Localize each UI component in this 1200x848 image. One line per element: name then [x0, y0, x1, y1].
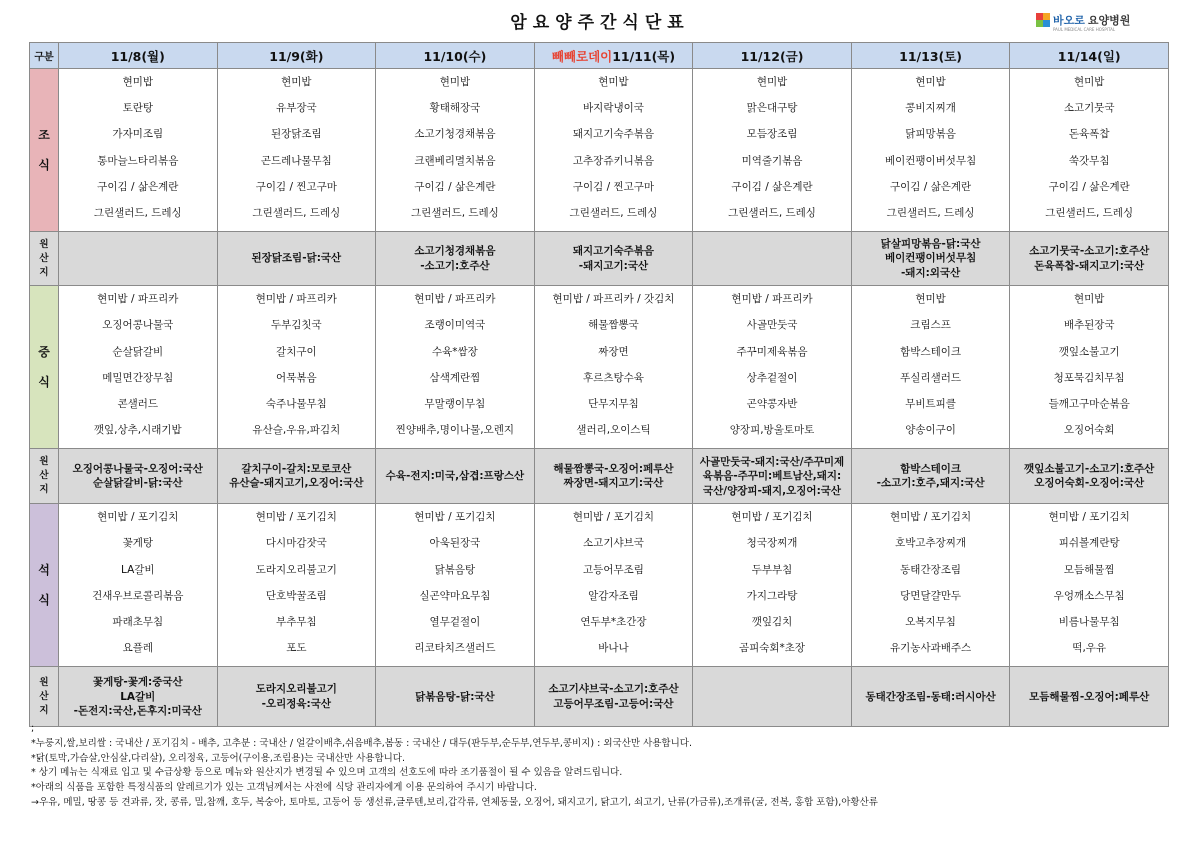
menu-item: 조랭이미역국: [424, 319, 486, 332]
meal-label-char: 식: [38, 593, 50, 608]
origin-cell: [376, 667, 535, 727]
origin-line: 베이컨팽이버섯무침: [884, 252, 977, 265]
meal-label-char: 식: [38, 158, 50, 173]
origin-cell: [693, 232, 852, 286]
menu-item: 구이김 / 삶은계란: [889, 180, 972, 193]
dinner-day-cell: [217, 504, 376, 667]
meal-label-char: 석: [38, 563, 50, 578]
lunch-day-cell: [1010, 286, 1169, 449]
menu-item: 양송이구이: [905, 424, 956, 437]
menu-item: 찐양배추,명이나물,오렌지: [395, 424, 515, 437]
origin-line: -돼지고기:국산: [578, 259, 649, 272]
origin-line: 소고기샤브국-소고기:호주산: [548, 683, 679, 696]
menu-item: 호박고추장찌개: [895, 537, 967, 550]
origin-label: [30, 667, 59, 727]
day-header: 11/8(월): [59, 43, 218, 69]
menu-item: 푸실리샐러드: [900, 371, 962, 384]
menu-item: 바나나: [598, 642, 629, 655]
weekly-menu-table: [29, 42, 1169, 727]
origin-label: [30, 232, 59, 286]
origin-cell: [851, 232, 1010, 286]
origin-line: -소고기:호주,돼지:국산: [876, 477, 985, 490]
menu-item: 주꾸미제육볶음: [736, 345, 808, 358]
origin-label-char: 산: [39, 690, 49, 702]
menu-item: 떡,우유: [1072, 642, 1107, 655]
origin-line: 유산슬-돼지고기,오징어:국산: [229, 477, 364, 490]
menu-item: 함박스테이크: [900, 345, 962, 358]
menu-item: 곤약콩자반: [746, 397, 798, 410]
origin-line: 닭볶음탕-닭:국산: [415, 690, 495, 703]
origin-cell: [534, 667, 693, 727]
dinner-origin-row: [30, 667, 1169, 727]
menu-item: 고추장쥬키니볶음: [572, 154, 655, 167]
menu-item: 된장닭조림: [270, 128, 322, 141]
menu-item: 양장피,방울토마토: [729, 424, 815, 437]
menu-item: 현미밥 / 포기김치: [572, 511, 655, 524]
menu-item: 베이컨팽이버섯무침: [884, 154, 977, 167]
origin-line: 고등어무조림-고등어:국산: [553, 697, 674, 710]
menu-item: 구이김 / 찐고구마: [572, 180, 655, 193]
menu-item: 현미밥: [915, 76, 946, 88]
day-header: 11/9(화): [217, 43, 376, 69]
menu-item: 순살닭갈비: [112, 345, 164, 358]
origin-cell: [693, 667, 852, 727]
menu-item: 현미밥: [281, 76, 312, 88]
category-header: 구분: [30, 43, 59, 69]
origin-cell: [534, 232, 693, 286]
origin-cell: [376, 232, 535, 286]
lunch-day-cell: [217, 286, 376, 449]
menu-item: 무비트피클: [905, 397, 956, 410]
menu-item: 닭볶음탕: [434, 563, 476, 576]
origin-line: 오징어숙회-오징어:국산: [1034, 477, 1145, 490]
menu-item: 황태해장국: [429, 102, 481, 115]
menu-item: 콘샐러드: [117, 397, 159, 410]
day-header: 11/13(토): [851, 43, 1010, 69]
origin-line: 된장닭조림-닭:국산: [251, 252, 342, 265]
breakfast-row: [30, 69, 1169, 232]
header-row: [30, 43, 1169, 69]
lunch-day-cell: [534, 286, 693, 449]
breakfast-label: [30, 69, 59, 232]
menu-item: 깻잎김치: [751, 616, 793, 628]
origin-line: 해물짬뽕국-오징어:페루산: [553, 462, 674, 475]
origin-label-char: 산: [39, 252, 49, 264]
day-header-date: 11/11(목): [612, 48, 676, 64]
menu-item: 모듬해물찜: [1063, 563, 1115, 576]
note-line: *닭(토막,가슴살,안심살,다리살), 오리정육, 고등어(구이용,조림용)는 국내산만 사용합니다.: [31, 752, 405, 764]
lunch-row: [30, 286, 1169, 449]
menu-item: 구이김 / 찐고구마: [255, 180, 337, 193]
breakfast-day-cell: [693, 69, 852, 232]
origin-line: 사골만둣국-돼지:국산/주꾸미제: [699, 455, 845, 468]
special-day-label: 빼빼로데이: [551, 48, 613, 64]
menu-item: 콩비지찌개: [905, 102, 956, 115]
menu-item: 소고기뭇국: [1063, 102, 1115, 115]
origin-line: 돼지고기숙주볶음: [572, 245, 655, 258]
menu-item: 현미밥 / 파프리카: [731, 293, 813, 306]
origin-label-char: 원: [39, 238, 49, 250]
origin-label-char: 지: [39, 484, 49, 496]
menu-item: 현미밥: [598, 76, 629, 88]
menu-item: 메밀면간장무침: [102, 371, 174, 384]
origin-cell: [1010, 667, 1169, 727]
menu-item: 건새우브로콜리볶음: [92, 589, 184, 602]
menu-item: 알감자조림: [588, 589, 639, 602]
menu-item: 현미밥 / 파프리카 / 갓김치: [552, 293, 675, 306]
note-line: *아래의 식품을 포함한 특정식품의 알레르기가 있는 고객님께서는 사전에 식당 관리자에게 이용 문의하여 주시기 바랍니다.: [31, 782, 537, 794]
menu-item: 그린샐러드, 드레싱: [252, 206, 341, 219]
menu-item: 수육*쌈장: [431, 345, 478, 358]
origin-line: -돈전지:국산,돈후지:미국산: [73, 705, 202, 718]
menu-item: 단무지무침: [588, 397, 639, 410]
menu-item: 현미밥 / 포기김치: [97, 511, 179, 524]
origin-label-char: 원: [39, 676, 49, 688]
menu-item: 해물짬뽕국: [588, 319, 639, 332]
menu-item: 무말랭이무침: [424, 397, 486, 410]
menu-item: 동태간장조림: [900, 563, 962, 576]
menu-item: 숙주나물무침: [265, 397, 327, 410]
menu-item: 다시마감잣국: [265, 537, 327, 550]
menu-item: 그린샐러드, 드레싱: [410, 206, 499, 219]
menu-item: 고등어무조림: [583, 563, 644, 576]
menu-item: 상추겉절이: [746, 371, 798, 384]
origin-line: 국산/양장피-돼지,오징어:국산: [702, 484, 842, 497]
origin-line: 소고기뭇국-소고기:호주산: [1029, 245, 1150, 258]
menu-item: 오징어콩나물국: [102, 319, 174, 332]
breakfast-day-cell: [376, 69, 535, 232]
origin-line: 짜장면-돼지고기:국산: [563, 477, 664, 490]
menu-item: 꽃게탕: [122, 537, 153, 550]
menu-item: 크림스프: [910, 319, 951, 332]
hospital-logo: [1036, 10, 1166, 30]
origin-cell: [217, 449, 376, 504]
menu-item: 현미밥 / 파프리카: [414, 293, 496, 306]
logo-subtitle: PAUL MEDICAL CARE HOSPITAL: [1053, 27, 1116, 32]
menu-item: 현미밥: [756, 76, 788, 88]
breakfast-day-cell: [59, 69, 218, 232]
menu-item: 통마늘느타리볶음: [97, 154, 179, 167]
origin-cell: [534, 449, 693, 504]
menu-item: 요플레: [122, 642, 153, 655]
menu-item: 리코타치즈샐러드: [414, 642, 496, 655]
note-line: →우유, 메밀, 땅콩 등 견과류, 잣, 콩류, 밀,참깨, 호두, 복숭아, 토마토, 고등어 등 생선류,글루텐,보리,갑각류, 연체동물, 오징어, 돼지고기, 닭고기, 쇠고기, 난류(가금류),조개류(굴, 전복, 홍합 포함),아황산류: [31, 796, 878, 808]
menu-item: 모듬장조림: [746, 128, 798, 141]
menu-item: 비름나물무침: [1058, 616, 1120, 628]
menu-item: 현미밥: [122, 76, 153, 88]
menu-item: 청포묵김치무침: [1053, 371, 1125, 384]
origin-line: 돈육폭찹-돼지고기:국산: [1034, 259, 1145, 272]
origin-cell: [851, 667, 1010, 727]
menu-item: 어묵볶음: [276, 371, 317, 384]
note-line: *누룽지,쌀,보리쌀 : 국내산 / 포기김치 - 배추, 고추분 : 국내산 / 얼갈이배추,쉬음배추,봄동 : 국내산 / 대두(판두부,순두부,연두부,콩비지) : 외국산만 사용합니다.: [31, 737, 692, 749]
dinner-day-cell: [693, 504, 852, 667]
menu-item: 현미밥: [1073, 76, 1105, 88]
origin-line: -돼지:외국산: [900, 266, 961, 279]
menu-item: 우엉깨소스무침: [1053, 589, 1125, 602]
day-header: 11/14(일): [1010, 43, 1169, 69]
origin-line: -오리정육:국산: [261, 697, 332, 710]
note-line: ;: [31, 723, 35, 734]
menu-item: 쑥갓무침: [1068, 154, 1110, 167]
menu-item: 샐러리,오이스틱: [576, 424, 651, 437]
meal-label-char: 중: [38, 345, 50, 360]
origin-cell: [59, 449, 218, 504]
dinner-row: [30, 504, 1169, 667]
menu-item: 현미밥 / 포기김치: [255, 511, 337, 524]
origin-cell: [59, 232, 218, 286]
origin-line: 닭살피망볶음-닭:국산: [880, 237, 981, 250]
menu-item: 그린샐러드, 드레싱: [728, 206, 816, 219]
menu-item: 오복지무침: [905, 616, 956, 628]
origin-line: 모듬해물찜-오징어:페루산: [1029, 690, 1150, 703]
origin-line: 순살닭갈비-닭:국산: [92, 477, 183, 490]
menu-item: 그린샐러드, 드레싱: [886, 206, 975, 219]
breakfast-day-cell: [534, 69, 693, 232]
meal-label-char: 조: [38, 128, 50, 143]
logo-mark-icon: [1036, 13, 1050, 27]
lunch-day-cell: [693, 286, 852, 449]
origin-cell: [851, 449, 1010, 504]
menu-item: 맑은대구탕: [746, 102, 798, 115]
menu-item: 현미밥 / 파프리카: [255, 293, 337, 306]
dinner-day-cell: [59, 504, 218, 667]
origin-line: LA갈비: [120, 690, 156, 703]
origin-line: 동태간장조림-동태:러시아산: [865, 690, 996, 703]
menu-item: 두부김칫국: [270, 319, 322, 332]
menu-item: 현미밥: [915, 293, 946, 306]
origin-cell: [217, 232, 376, 286]
meal-label-char: 식: [38, 375, 50, 390]
menu-item: 토란탕: [122, 102, 153, 115]
origin-label-char: 지: [39, 266, 49, 278]
menu-item: 돼지고기숙주볶음: [572, 128, 655, 141]
menu-item: 당면달걀만두: [900, 589, 962, 602]
menu-item: 가자미조림: [112, 128, 164, 141]
menu-item: 오징어숙회: [1063, 424, 1115, 437]
menu-item: 구이김 / 삶은계란: [1048, 180, 1130, 193]
breakfast-day-cell: [851, 69, 1010, 232]
origin-line: 꽃게탕-꽃게:중국산: [92, 676, 183, 689]
menu-item: 그린샐러드, 드레싱: [1045, 206, 1134, 219]
origin-cell: [217, 667, 376, 727]
lunch-day-cell: [59, 286, 218, 449]
menu-item: 구이김 / 삶은계란: [731, 180, 813, 193]
menu-item: 파래초무침: [112, 616, 164, 628]
origin-line: 소고기청경채볶음: [414, 245, 496, 258]
menu-item: 현미밥: [1073, 293, 1105, 306]
menu-item: 단호박꿀조림: [265, 589, 327, 602]
menu-item: 돈육폭찹: [1068, 128, 1110, 141]
menu-item: 두부부침: [751, 563, 793, 576]
origin-cell: [59, 667, 218, 727]
menu-item: 현미밥: [439, 76, 471, 88]
breakfast-day-cell: [1010, 69, 1169, 232]
menu-item: 유산슬,우유,파김치: [252, 424, 341, 437]
menu-item: 소고기청경채볶음: [414, 128, 496, 141]
origin-line: 육볶음-주꾸미:베트남산,돼지:: [702, 470, 842, 482]
menu-item: 연두부*초간장: [580, 616, 647, 628]
menu-item: LA갈비: [121, 563, 155, 576]
day-header: 11/12(금): [693, 43, 852, 69]
origin-line: 수육-전지:미국,삼겹:프랑스산: [385, 470, 525, 482]
dinner-day-cell: [1010, 504, 1169, 667]
menu-item: 실곤약마요무침: [419, 589, 491, 602]
menu-item: 깻잎,상추,시래기밥: [93, 424, 182, 437]
menu-item: 유부장국: [276, 102, 317, 115]
dinner-label: [30, 504, 59, 667]
footnotes: [31, 722, 1171, 811]
note-line: * 상기 메뉴는 식재료 입고 및 수급상황 등으로 메뉴와 원산지가 변경될 수 있으며 고객의 선호도에 따라 조기품절이 될 수 있음을 알려드립니다.: [31, 767, 623, 779]
origin-label-char: 원: [39, 456, 49, 468]
origin-label-char: 지: [39, 704, 49, 716]
origin-label: [30, 449, 59, 504]
dinner-day-cell: [376, 504, 535, 667]
menu-item: 갈치구이: [276, 345, 317, 358]
menu-item: 현미밥 / 포기김치: [889, 511, 972, 524]
origin-label-char: 산: [39, 470, 49, 482]
menu-item: 닭피망볶음: [905, 128, 956, 141]
menu-item: 현미밥 / 파프리카: [97, 293, 179, 306]
menu-item: 가지그라탕: [746, 589, 798, 602]
origin-line: 갈치구이-갈치:모로코산: [241, 462, 352, 475]
origin-line: 함박스테이크: [900, 462, 962, 475]
menu-item: 곰피숙회*초장: [738, 642, 806, 655]
menu-item: 그린샐러드, 드레싱: [93, 206, 182, 219]
day-header: 11/10(수): [376, 43, 535, 69]
menu-item: 곤드레나물무침: [260, 154, 332, 167]
menu-item: 구이김 / 삶은계란: [97, 180, 179, 193]
dinner-day-cell: [851, 504, 1010, 667]
menu-item: 크랜베리멸치볶음: [414, 154, 496, 167]
menu-item: 미역줄기볶음: [741, 154, 803, 167]
menu-item: 배추된장국: [1063, 319, 1115, 332]
menu-item: 유기농사과배주스: [890, 642, 972, 655]
menu-item: 현미밥 / 포기김치: [1048, 511, 1130, 524]
origin-line: -소고기:호주산: [420, 259, 490, 272]
origin-cell: [376, 449, 535, 504]
origin-line: 깻잎소불고기-소고기:호주산: [1024, 462, 1155, 475]
menu-item: 삼색계란찜: [429, 371, 481, 384]
dinner-day-cell: [534, 504, 693, 667]
breakfast-origin-row: [30, 232, 1169, 286]
lunch-day-cell: [376, 286, 535, 449]
origin-cell: [693, 449, 852, 504]
menu-item: 아욱된장국: [429, 537, 481, 550]
lunch-day-cell: [851, 286, 1010, 449]
menu-item: 들깨고구마순볶음: [1048, 397, 1130, 410]
menu-item: 피쉬볼계란탕: [1058, 537, 1120, 550]
origin-line: 오징어콩나물국-오징어:국산: [72, 462, 203, 475]
menu-item: 열무겉절이: [429, 616, 481, 628]
breakfast-day-cell: [217, 69, 376, 232]
menu-item: 후르츠탕수육: [583, 371, 644, 384]
origin-cell: [1010, 232, 1169, 286]
menu-item: 현미밥 / 포기김치: [414, 511, 496, 524]
menu-item: 바지락냉이국: [583, 102, 644, 115]
lunch-origin-row: [30, 449, 1169, 504]
logo-brand: 바오로: [1053, 14, 1085, 27]
menu-item: 청국장찌개: [746, 537, 798, 550]
origin-line: 도라지오리불고기: [255, 683, 337, 696]
menu-item: 짜장면: [598, 345, 629, 358]
menu-item: 도라지오리불고기: [255, 563, 337, 576]
menu-item: 구이김 / 삶은계란: [414, 180, 496, 193]
day-header-special: [534, 43, 693, 69]
logo-name: 요양병원: [1087, 14, 1131, 27]
page-title: 암요양주간식단표: [510, 13, 690, 33]
menu-item: 포도: [286, 642, 307, 655]
lunch-label: [30, 286, 59, 449]
menu-item: 사골만둣국: [746, 319, 798, 332]
menu-item: 소고기샤브국: [583, 537, 644, 550]
origin-cell: [1010, 449, 1169, 504]
menu-item: 부추무침: [276, 616, 317, 628]
menu-item: 현미밥 / 포기김치: [731, 511, 813, 524]
menu-item: 깻잎소불고기: [1058, 345, 1120, 358]
menu-item: 그린샐러드, 드레싱: [569, 206, 658, 219]
